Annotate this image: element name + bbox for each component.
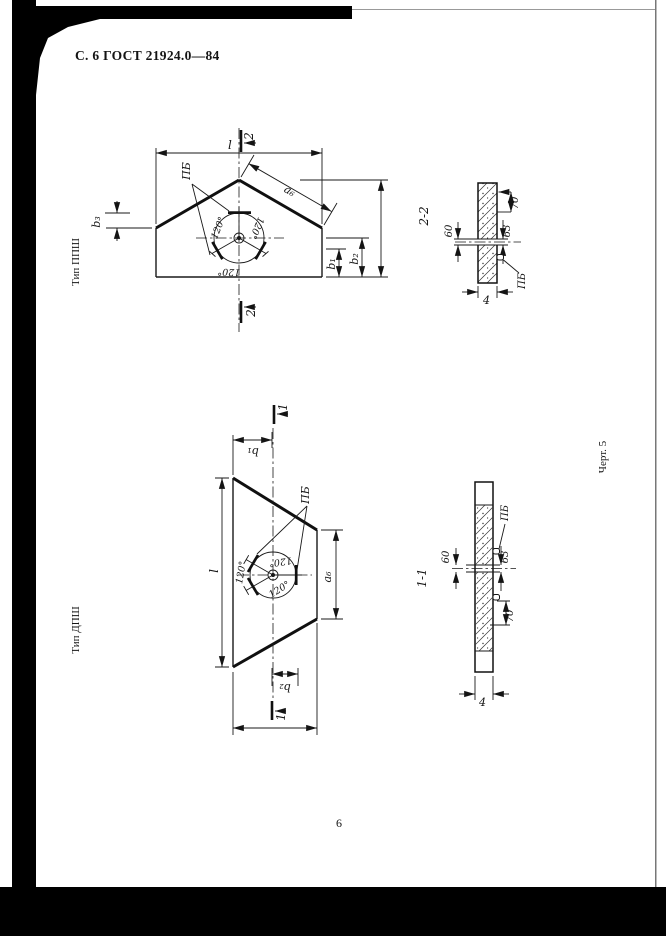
dim-label-side: а₆ [281, 182, 298, 200]
page-header: С. 6 ГОСТ 21924.0—84 [75, 48, 220, 63]
loop-callout-label: ПБ [517, 272, 528, 290]
section-body [478, 183, 497, 283]
loop-callout-label: ПБ [299, 486, 312, 504]
scan-border-top [12, 6, 352, 19]
angle-label: 120° [234, 560, 249, 585]
section-mark-label: 1 [274, 713, 288, 721]
dim-label-thickness: 4 [479, 696, 486, 709]
leader-lines [499, 524, 505, 549]
figure-caption: Черт. 5 [597, 440, 609, 474]
dim-label-l: l [228, 138, 232, 152]
dim-label-l: l [207, 569, 221, 573]
loop-stud [493, 549, 500, 555]
dim-label-70: 70 [505, 609, 516, 623]
section-2-2 [417, 183, 528, 307]
dim-label-63: 63 [502, 224, 513, 238]
loop-callout-label: ПБ [500, 504, 511, 522]
type-label-top: Тип ППШ [70, 238, 82, 286]
section-title: 1-1 [415, 568, 429, 588]
dim-label-b3: b₃ [90, 216, 103, 228]
angle-label: 120° [267, 579, 293, 601]
dim-label-b1: b₁ [247, 445, 259, 458]
angle-label: 120° [246, 215, 266, 241]
dim-label-60: 60 [441, 550, 452, 564]
scan-border-right [655, 0, 657, 887]
scan-border-top-thin [352, 9, 655, 10]
dim-label-b1: b₁ [325, 258, 338, 270]
dim-label-thickness: 4 [483, 294, 490, 307]
section-mark-label: 2 [244, 309, 258, 317]
loop-stud [497, 255, 504, 261]
angle-label: 120° [209, 215, 229, 241]
dim-label-70: 70 [510, 196, 521, 210]
bottom-plan-view [70, 403, 343, 735]
type-label-bottom: Тип ДПШ [70, 606, 82, 654]
dim-label-side: а₆ [321, 571, 334, 583]
scan-border-bottom [0, 887, 666, 936]
dim-label-b2: b₂ [279, 681, 291, 694]
loop-stud [493, 595, 500, 601]
section-hatch-upper [476, 505, 492, 565]
extension-lines [300, 180, 388, 277]
top-plan-view [70, 128, 388, 332]
scan-border-left [12, 0, 36, 936]
extension-lines [105, 213, 152, 228]
page-number: 6 [336, 816, 342, 830]
dim-label-63: 63 [500, 550, 511, 564]
section-hatch-lower [476, 572, 492, 651]
loop-callout-label: ПБ [180, 162, 193, 180]
section-1-1 [415, 482, 516, 709]
dim-label-60: 60 [444, 224, 455, 238]
section-mark-label: 1 [276, 403, 290, 411]
section-title: 2-2 [417, 206, 431, 226]
angle-label: 120° [217, 265, 241, 278]
leader-lines [504, 260, 520, 273]
section-mark-label: 2 [242, 132, 256, 140]
dim-label-b2: b₂ [348, 253, 361, 265]
angle-label: 120° [268, 554, 293, 569]
